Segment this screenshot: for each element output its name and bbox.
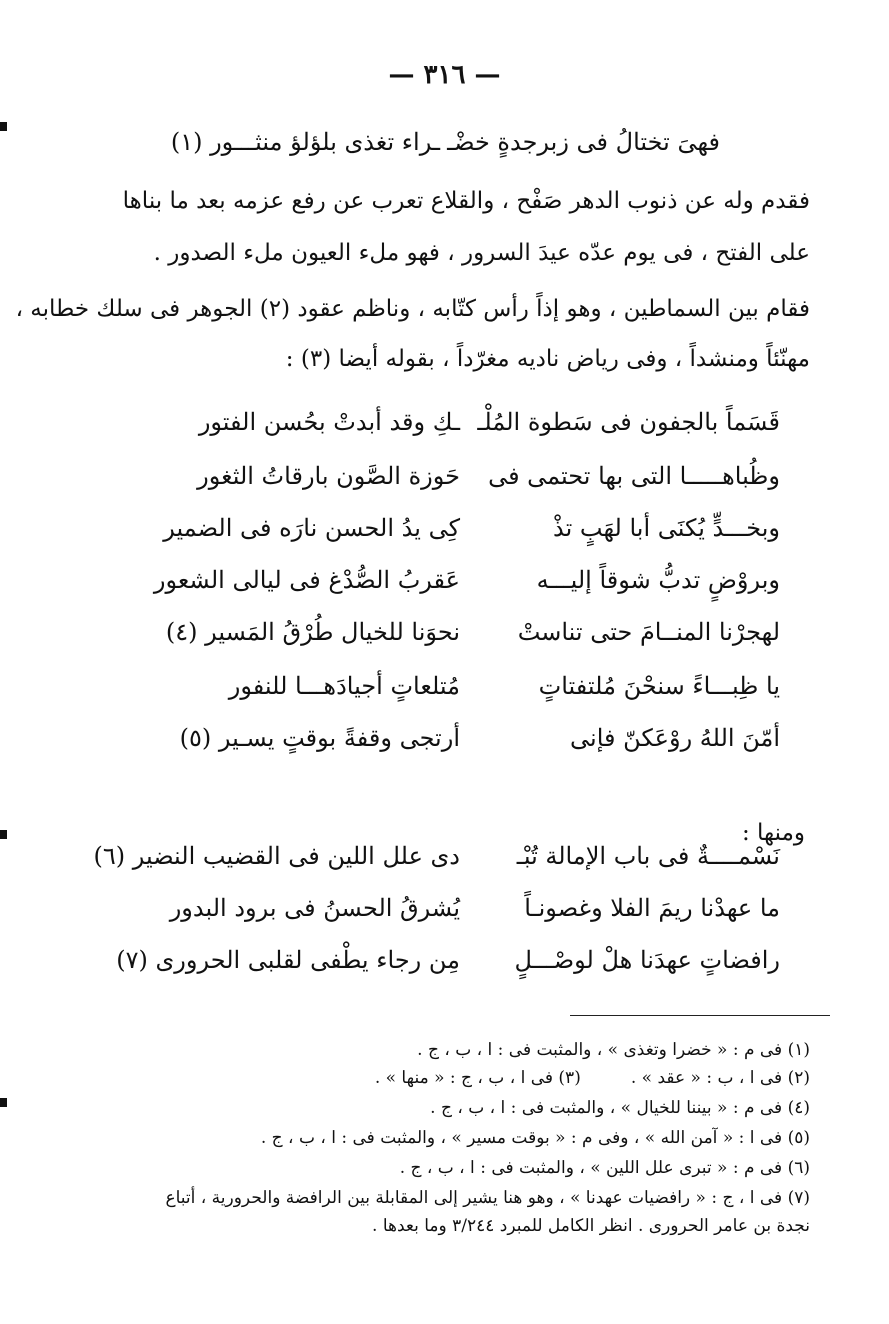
footnote: (٧) فى ا ، ج : « رافضيات عهدنا » ، وهو هنا يشير إلى المقابلة بين الرافضة والحرورية ، أتباع — [165, 1188, 810, 1208]
prose-line: على الفتح ، فى يوم عدّه عيدَ السرور ، فهو ملء العيون ملء الصدور . — [153, 240, 810, 266]
footnote-row — [60, 1068, 810, 1088]
footnote: (٦) فى م : « تبرى علل اللين » ، والمثبت فى : ا ، ب ، ج . — [399, 1158, 810, 1178]
verse-line — [60, 462, 820, 512]
verse-line — [60, 514, 820, 564]
verse-first-hemistich: ما عهدْنا ريمَ الفلا وغصونـاً — [524, 894, 780, 922]
verse-second-hemistich: حَوزة الصَّون بارقاتُ الثغور — [197, 462, 460, 490]
verse-first-hemistich: فهىَ تختالُ فى زبرجدةٍ خضْـ — [447, 128, 720, 156]
verse-first-hemistich: لهجرْنا المنــامَ حتى تناستْ — [517, 618, 780, 646]
verse-line — [60, 618, 820, 668]
prose-line: فقام بين السماطين ، وهو إذاً رأس كتّابه ، وناظم عقود (٢) الجوهر فى سلك خطابه ، — [15, 296, 810, 322]
verse-second-hemistich: يُشرقُ الحسنُ فى برود البدور — [169, 894, 460, 922]
verse-first-hemistich: وظُباهـــــا التى بها تحتمى فى — [488, 462, 780, 490]
verse-second-hemistich: نحوَنا للخيال طُرْقُ المَسير (٤) — [165, 618, 460, 646]
footnote-divider — [570, 1015, 830, 1016]
verse-second-hemistich: أرتجى وقفةً بوقتٍ يسـير (٥) — [179, 724, 460, 752]
verse-first-hemistich: قَسَماً بالجفون فى سَطوة المُلْـ — [477, 408, 780, 436]
verse-line — [60, 724, 820, 774]
verse-second-hemistich: مِن رجاء يطْفى لقلبى الحرورى (٧) — [116, 946, 460, 974]
verse-first-hemistich: يا ظِبـــاءً سنحْنَ مُلتفتاتٍ — [538, 672, 780, 700]
verse-first-hemistich: نَسْمــــةٌ فى باب الإمالة تُبْـ — [516, 842, 780, 870]
footnote: نجدة بن عامر الحرورى . انظر الكامل للمبرد ٣/٢٤٤ وما بعدها . — [372, 1216, 810, 1236]
verse-line — [60, 672, 820, 722]
margin-mark — [0, 830, 7, 839]
verse-line — [60, 894, 820, 944]
verse-second-hemistich: مُتلعاتٍ أجيادَهـــا للنفور — [228, 672, 460, 700]
verse-line — [60, 946, 820, 996]
footnote: (٥) فى ا : « آمن الله » ، وفى م : « بوقت مسير » ، والمثبت فى : ا ، ب ، ج . — [260, 1128, 810, 1148]
footnote: (٣) فى ا ، ب ، ج : « منها » . — [374, 1068, 581, 1088]
footnote: (١) فى م : « خضرا وتغذى » ، والمثبت فى : ا ، ب ، ج . — [417, 1040, 810, 1060]
verse-second-hemistich: عَقربُ الصُّدْغ فى ليالى الشعور — [153, 566, 460, 594]
verse-first-hemistich: وبروْضٍ تدبُّ شوقاً إليـــه — [536, 566, 780, 594]
verse-line — [60, 566, 820, 616]
verse-first-hemistich: وبخـــدٍّ يُكنَى أبا لهَبٍ تذْ — [552, 514, 780, 542]
opening-verse — [60, 128, 820, 178]
footnote: (٢) فى ا ، ب : « عقد » . — [630, 1068, 810, 1088]
section-heading: ومنها : — [741, 820, 805, 846]
margin-mark — [0, 122, 7, 131]
verse-second-hemistich: كِى يدُ الحسن نارَه فى الضمير — [163, 514, 460, 542]
verse-second-hemistich: ـراء تغذى بلؤلؤ منثـــور (١) — [170, 128, 440, 156]
margin-mark — [0, 1098, 7, 1107]
page-number: — ٣١٦ — — [388, 60, 501, 90]
verse-first-hemistich: أمّنَ اللهُ روْعَكنّ فإنى — [570, 724, 780, 752]
footnote: (٤) فى م : « بيننا للخيال » ، والمثبت فى : ا ، ب ، ج . — [430, 1098, 810, 1118]
verse-first-hemistich: رافضاتٍ عهدَنا هلْ لوصْـــلٍ — [514, 946, 780, 974]
verse-line — [60, 408, 820, 458]
prose-line: فقدم وله عن ذنوب الدهر صَفْح ، والقلاع تعرب عن رفع عزمه بعد ما بناها — [122, 188, 810, 214]
verse-second-hemistich: ـكِ وقد أبدتْ بحُسن الفتور — [198, 408, 460, 436]
verse-second-hemistich: دى علل اللين فى القضيب النضير (٦) — [93, 842, 460, 870]
verse-line — [60, 842, 820, 892]
prose-line: مهنّئاً ومنشداً ، وفى رياض ناديه مغرّداً ، بقوله أيضا (٣) : — [285, 346, 810, 372]
